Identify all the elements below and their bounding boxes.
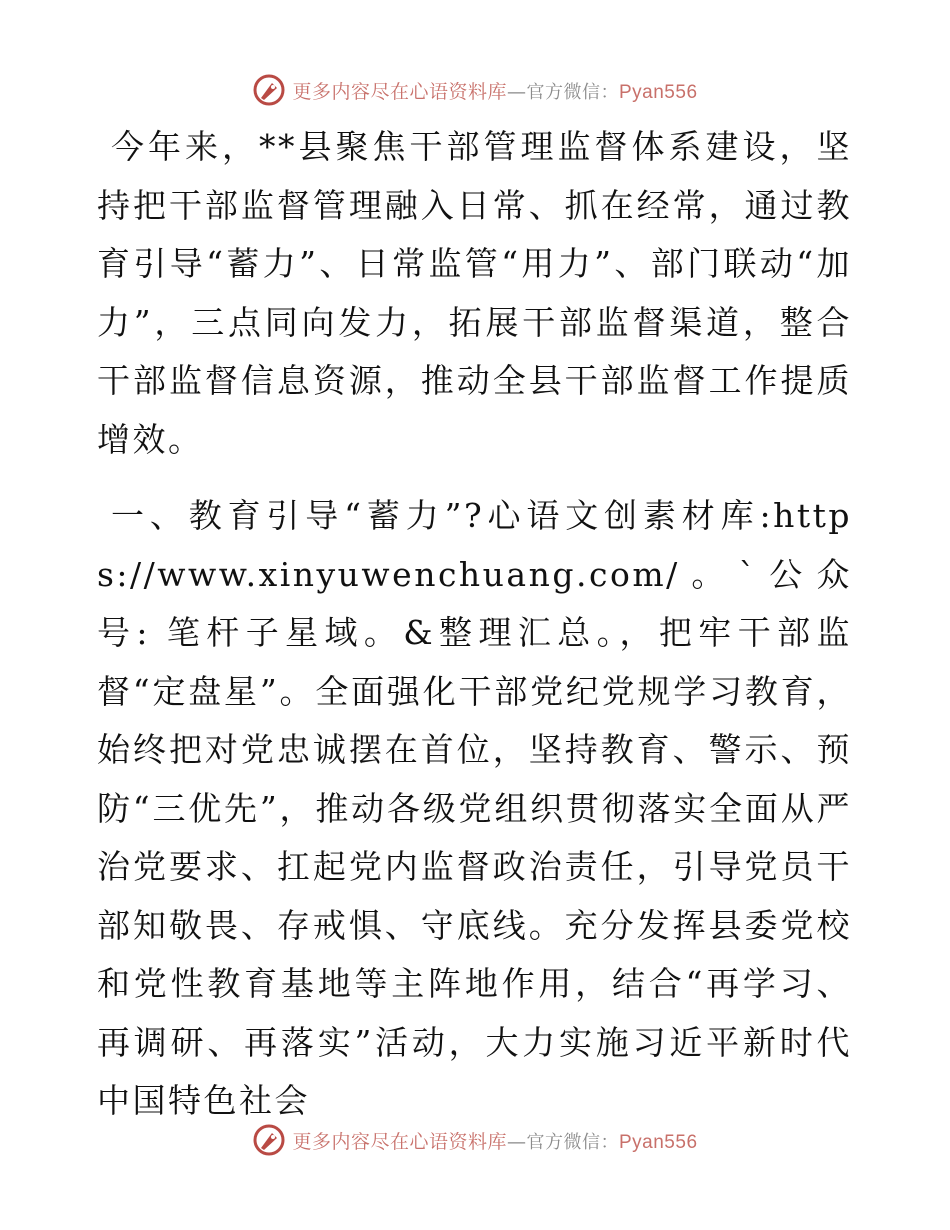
paragraph-intro: 今年来，**县聚焦干部管理监督体系建设，坚持把干部监督管理融入日常、抓在经常，通过教育引导“蓄力”、日常监管“用力”、部门联动“加力”，三点同向发力，拓展干部监督渠道，整合干部监督信息资源，推动全县干部监督工作提质增效。 — [97, 127, 852, 459]
page-footer-banner — [0, 1120, 950, 1160]
pen-nib-logo-icon — [252, 1123, 286, 1157]
header-banner-separator: — — [507, 80, 527, 103]
document-body — [97, 118, 852, 1131]
header-banner-main: 更多内容尽在心语资料库 — [292, 80, 507, 103]
footer-banner-main: 更多内容尽在心语资料库 — [292, 1130, 507, 1153]
footer-banner-separator: — — [507, 1130, 527, 1153]
footer-banner-text — [292, 1127, 697, 1154]
header-banner-official: 官方微信： — [526, 81, 619, 103]
footer-banner-wechat-id: Pyan556 — [619, 1131, 698, 1153]
footer-banner-official: 官方微信： — [526, 1131, 619, 1153]
pen-nib-logo-icon — [252, 73, 286, 107]
paragraph-section-one: 一、教育引导“蓄力”?心语文创素材库:https://www.xinyuwenchuang.com/。`公众号: 笔杆子星域。&整理汇总。，把牢干部监督“定盘星”。全面强化干部党纪党规学习教育，始终把对党忠诚摆在首位，坚持教育、警示、预防“三优先”，推动各级党组织贯彻落实全面从严治党要求、扛起党内监督政治责任，引导党员干部知敬畏、存戒惧、守底线。充分发挥县委党校和党性教育基地等主阵地作用，结合“再学习、再调研、再落实”活动，大力实施习近平新时代中国特色社会 — [97, 496, 852, 1120]
page-header-banner — [0, 70, 950, 110]
header-banner-wechat-id: Pyan556 — [619, 81, 698, 103]
header-banner-text — [292, 77, 697, 104]
